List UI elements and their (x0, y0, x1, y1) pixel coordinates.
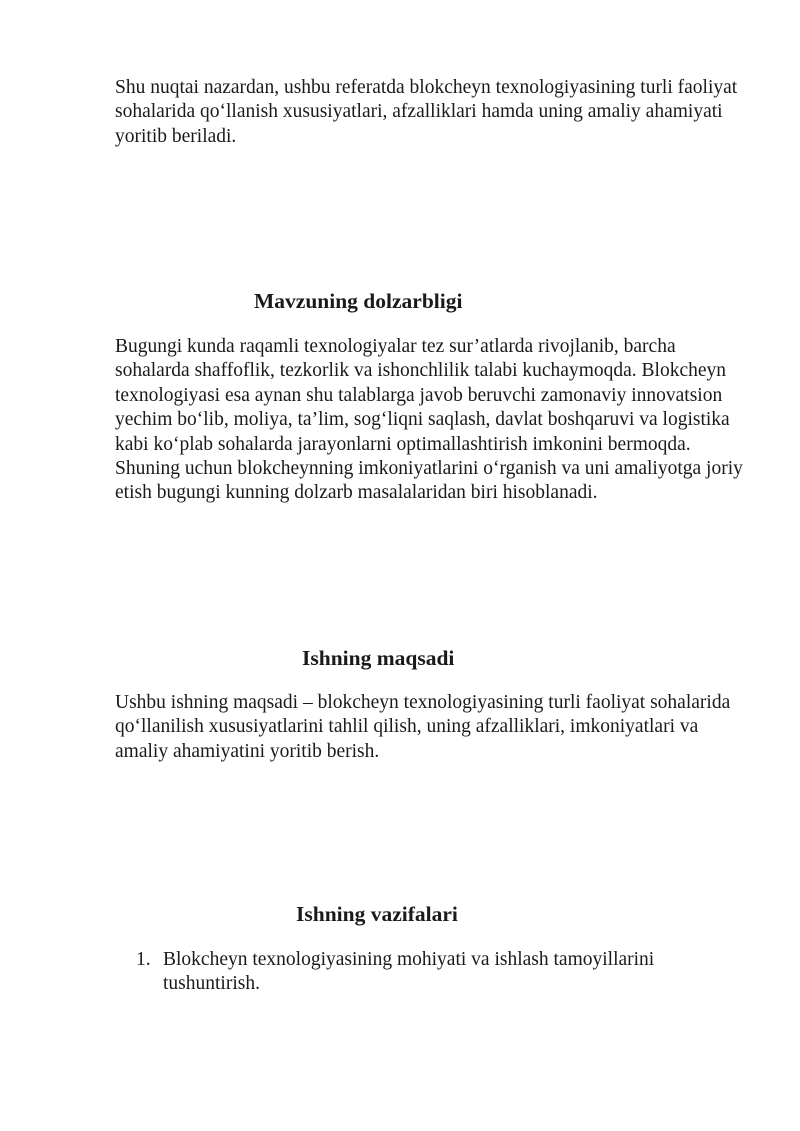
list-item-text: Blokcheyn texnologiyasining mohiyati va ishlash tamoyillarini tushuntirish. (163, 949, 655, 995)
list-item (115, 948, 745, 997)
list-item-number: 1. (136, 949, 151, 970)
section-heading-tasks-text: Ishning vazifalari (296, 902, 458, 926)
goal-paragraph: Ushbu ishning maqsadi – blokcheyn texnologiyasining turli faoliyat sohalarida qo‘llanilish xususiyatlarini tahlil qilish, uning afzalliklari, imkoniyatlari va amaliy ahamiyatini yoritib berish. (115, 692, 731, 762)
intro-paragraph: Shu nuqtai nazardan, ushbu referatda blokcheyn texnologiyasining turli faoliyat sohalarida qo‘llanish xususiyatlari, afzalliklari hamda uning amaliy ahamiyati yoritib beriladi. (115, 77, 738, 147)
tasks-list (115, 948, 745, 997)
relevance-paragraph: Bugungi kunda raqamli texnologiyalar tez sur’atlarda rivojlanib, barcha sohalarda shaffoflik, tezkorlik va ishonchlilik talabi kuchaymoqda. Blokcheyn texnologiyasi esa aynan shu talablarga javob beruvchi zamonaviy innovatsion yechim bo‘lib, moliya, ta’lim, sog‘liqni saqlash, davlat boshqaruvi va logistika kabi ko‘plab sohalarda jarayonlarni optimallashtirish imkonini bermoqda. Shuning uchun blokcheynning imkoniyatlarini o‘rganish va uni amaliyotga joriy etish bugungi kunning dolzarb masalalaridan biri hisoblanadi. (115, 336, 743, 504)
section-heading-relevance-text: Mavzuning dolzarbligi (254, 289, 463, 313)
section-heading-goal-text: Ishning maqsadi (302, 646, 455, 670)
